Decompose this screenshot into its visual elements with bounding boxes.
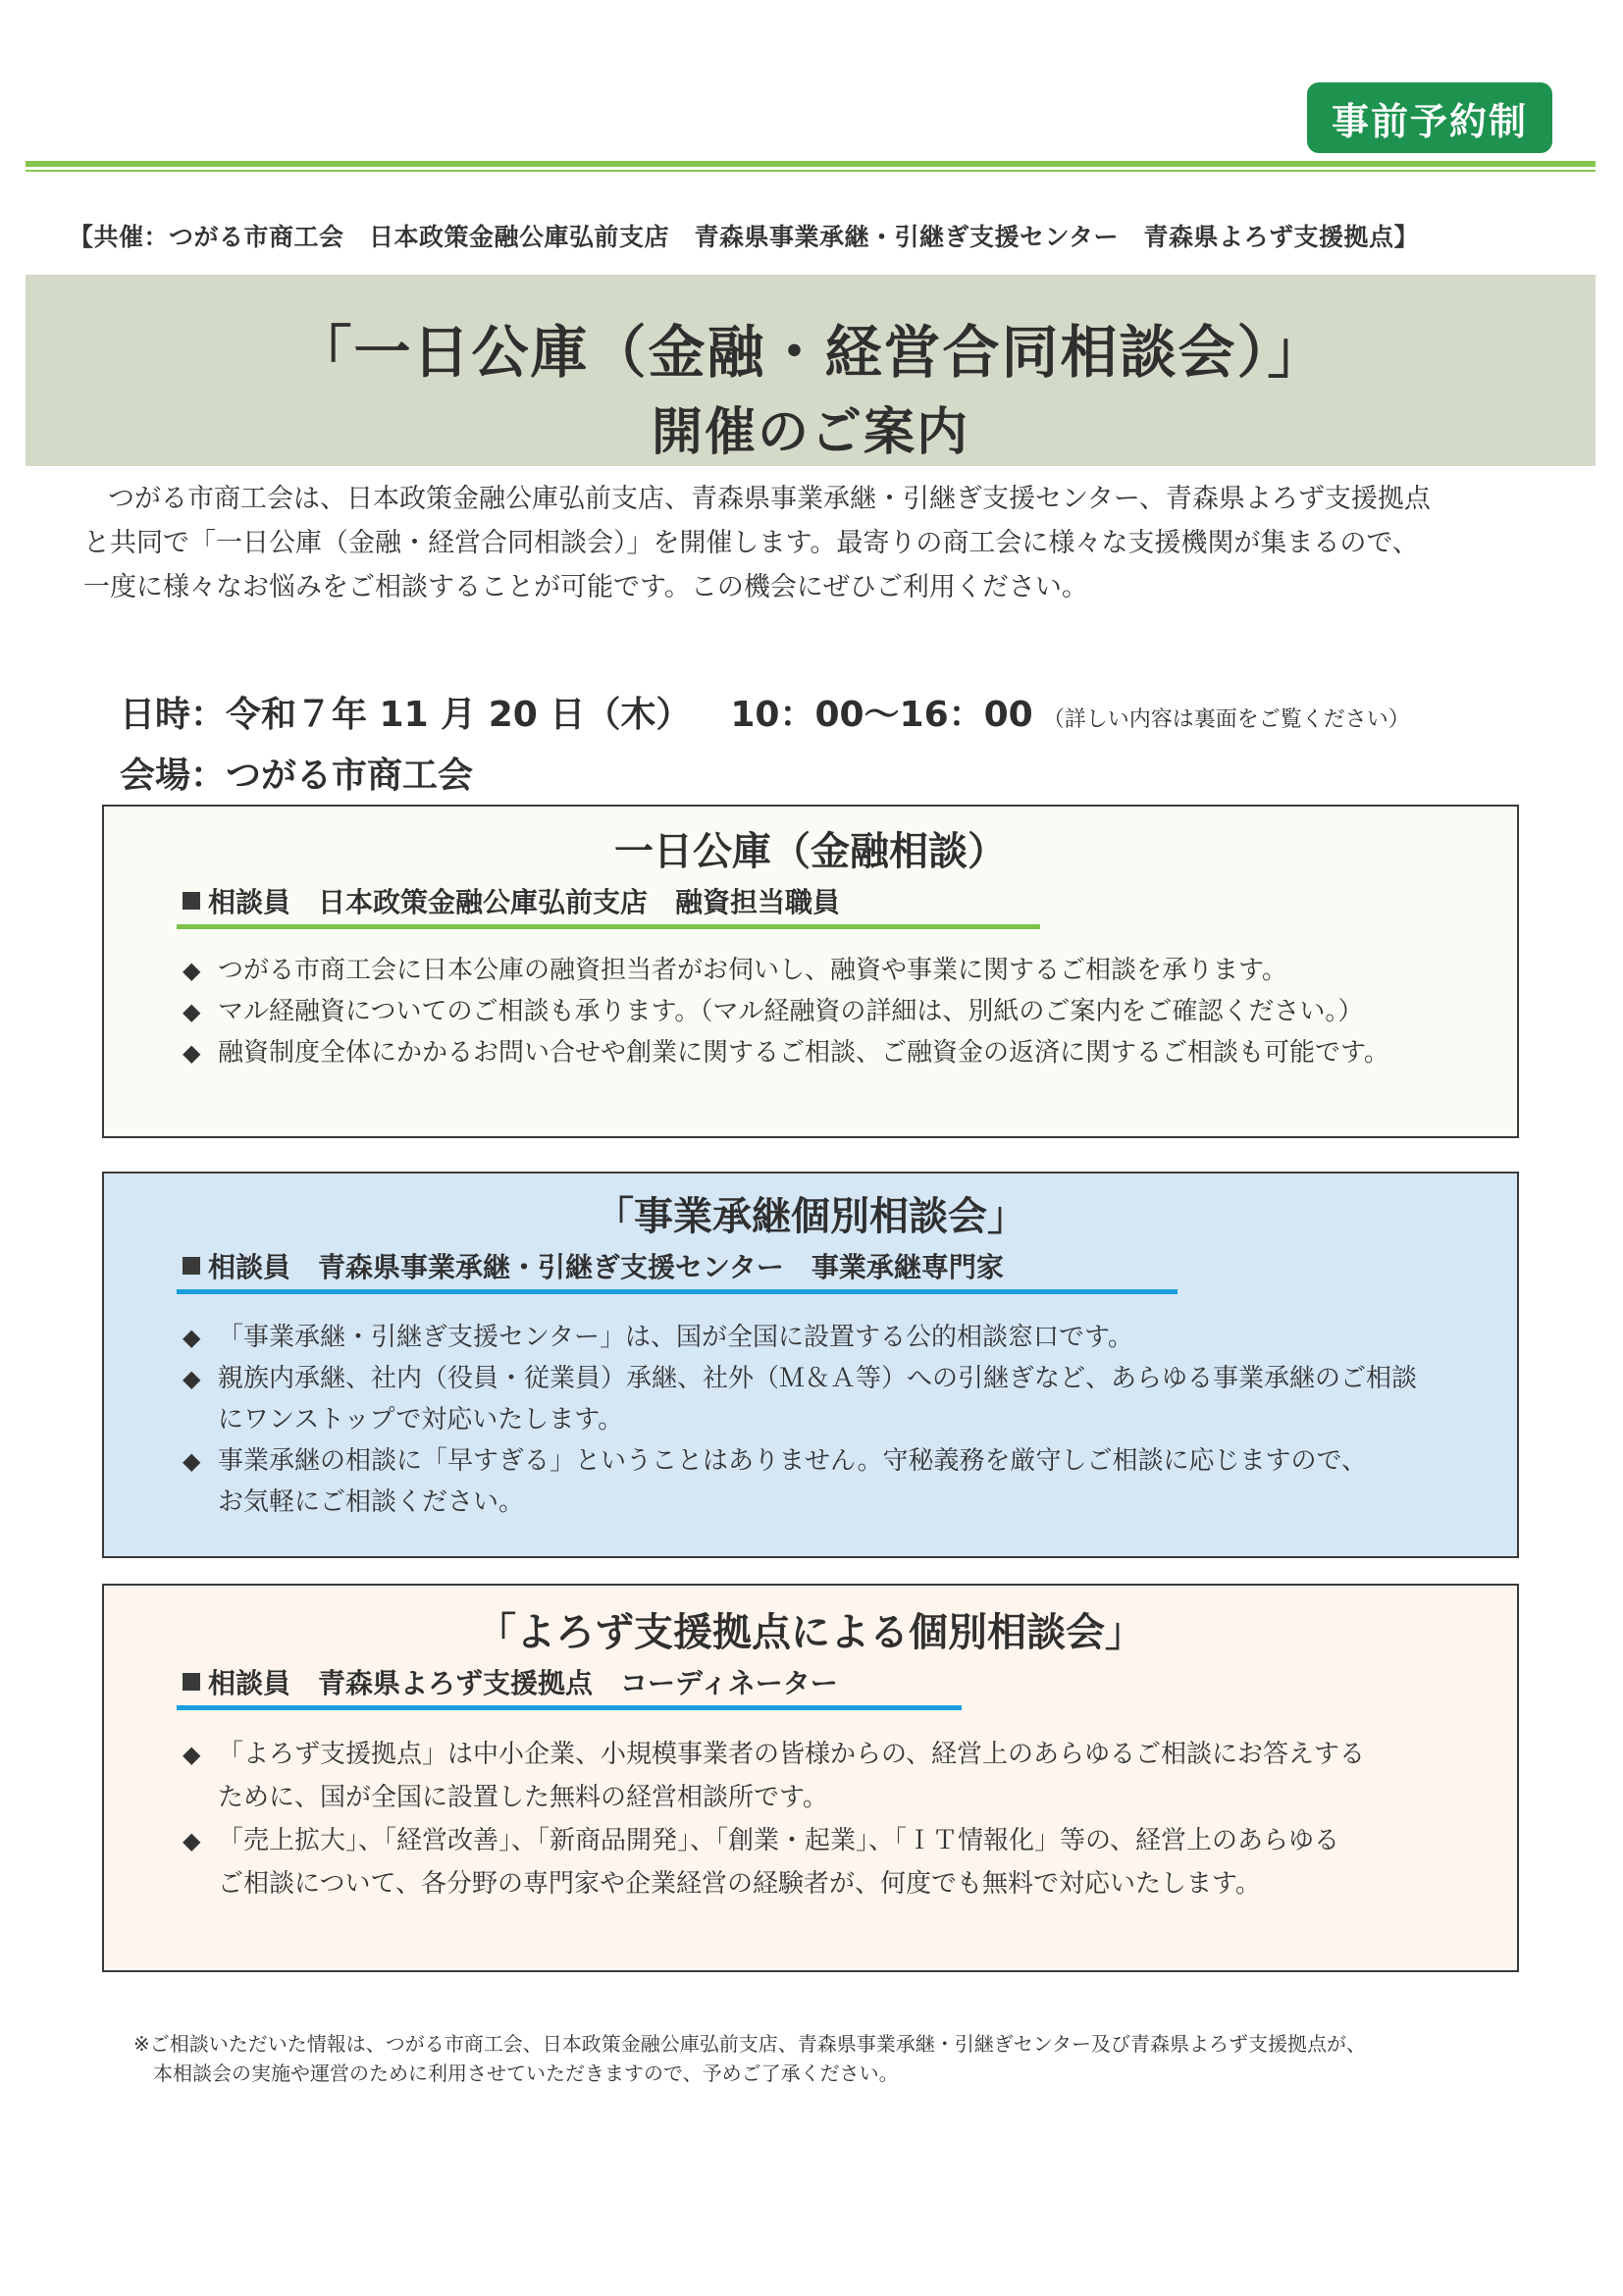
staff-underline: [177, 1705, 962, 1710]
bullet-list: [183, 950, 1488, 1073]
section-title: 「事業承継個別相談会」: [595, 1194, 1026, 1239]
diamond-bullet-icon: ◆: [183, 1827, 201, 1854]
bullet-list: [183, 1317, 1488, 1523]
header-rule-thick: [26, 161, 1596, 167]
intro-line: つがる市商工会は、日本政策金融公庫弘前支店、青森県事業承継・引継ぎ支援センター、青森県よろず支援拠点: [108, 484, 1431, 514]
footnote-line: ※ご相談いただいた情報は、つがる市商工会、日本政策金融公庫弘前支店、青森県事業承継・引継ぎセンター及び青森県よろず支援拠点が、: [133, 2032, 1366, 2056]
staff-underline: [177, 1289, 1178, 1294]
event-venue: 会場：つがる市商工会: [120, 756, 474, 796]
list-item: ◆ 親族内承継、社内（役員・従業員）承継、社外（Ｍ＆Ａ等）への引継ぎなど、あらゆる事業承継のご相談 にワンストップで対応いたします。: [183, 1358, 1488, 1440]
staff-underline: [177, 924, 1040, 929]
diamond-bullet-icon: ◆: [183, 1039, 201, 1067]
list-item: ◆ 融資制度全体にかかるお問い合せや創業に関するご相談、ご融資金の返済に関するご相談も可能です。: [183, 1032, 1488, 1073]
section-title: 一日公庫（金融相談）: [614, 829, 1007, 874]
staff-org: 日本政策金融公庫弘前支店: [318, 886, 649, 918]
list-item: ◆ 事業承継の相談に「早すぎる」ということはありません。守秘義務を厳守しご相談に応じますので、 お気軽にご相談ください。: [183, 1440, 1488, 1523]
page-title: 「一日公庫（金融・経営合同相談会）」: [294, 319, 1327, 386]
list-item: ◆ 「よろず支援拠点」は中小企業、小規模事業者の皆様からの、経営上のあらゆるご相談にお答えする ために、国が全国に設置した無料の経営相談所です。: [183, 1733, 1488, 1819]
diamond-bullet-icon: ◆: [183, 1741, 201, 1768]
diamond-bullet-icon: ◆: [183, 1447, 201, 1475]
staff-role: コーディネーター: [620, 1667, 838, 1699]
intro-line: と共同で「一日公庫（金融・経営合同相談会）」を開催します。最寄りの商工会に様々な支援機関が集まるので、: [83, 528, 1419, 558]
staff-org: 青森県事業承継・引継ぎ支援センター: [318, 1251, 784, 1283]
event-time-note: （詳しい内容は裏面をご覧ください）: [1042, 707, 1410, 732]
staff-label: 相談員: [208, 1667, 291, 1699]
advance-reservation-badge: 事前予約制: [1307, 82, 1552, 153]
staff-line: [183, 881, 840, 926]
bullet-list: [183, 1733, 1488, 1905]
intro-line: 一度に様々なお悩みをご相談することが可能です。この機会にぜひご利用ください。: [83, 572, 1088, 602]
section-title: 「よろず支援拠点による個別相談会」: [477, 1610, 1144, 1655]
staff-line: [183, 1662, 838, 1707]
list-item: ◆ マル経融資についてのご相談も承ります。（マル経融資の詳細は、別紙のご案内をご確認ください。）: [183, 991, 1488, 1032]
staff-role: 融資担当職員: [675, 886, 841, 918]
section-yorozu-support: [102, 1584, 1519, 1972]
privacy-footnote: [133, 2029, 1366, 2088]
diamond-bullet-icon: ◆: [183, 998, 201, 1025]
event-datetime: [120, 687, 1410, 737]
staff-label: 相談員: [208, 886, 291, 918]
staff-role: 事業承継専門家: [811, 1251, 1004, 1283]
event-date: 日時：令和７年 11 月 20 日（木）: [120, 695, 692, 735]
square-icon: [183, 1257, 200, 1275]
section-business-succession: [102, 1172, 1519, 1558]
diamond-bullet-icon: ◆: [183, 1365, 201, 1392]
section-finance-consultation: [102, 805, 1519, 1138]
staff-line: [183, 1246, 1004, 1291]
page-subtitle: 開催のご案内: [651, 403, 969, 462]
footnote-line: 本相談会の実施や運営のために利用させていただきますので、予めご了承ください。: [153, 2061, 899, 2085]
square-icon: [183, 1673, 200, 1691]
list-item: ◆ 「売上拡大」、「経営改善」、「新商品開発」、「創業・起業」、「ＩＴ情報化」等の、経営上のあらゆる ご相談について、各分野の専門家や企業経営の経験者が、何度でも無料で対応いたします。: [183, 1819, 1488, 1905]
diamond-bullet-icon: ◆: [183, 1324, 201, 1351]
staff-org: 青森県よろず支援拠点: [318, 1667, 594, 1699]
staff-label: 相談員: [208, 1251, 291, 1283]
event-time: 10：00〜16：00: [730, 695, 1033, 735]
cohosts-line: 【共催：つがる市商工会 日本政策金融公庫弘前支店 青森県事業承継・引継ぎ支援センター 青森県よろず支援拠点】: [69, 223, 1420, 251]
square-icon: [183, 892, 200, 910]
diamond-bullet-icon: ◆: [183, 957, 201, 984]
header-rule-thin: [26, 170, 1596, 172]
list-item: ◆ つがる市商工会に日本公庫の融資担当者がお伺いし、融資や事業に関するご相談を承ります。: [183, 950, 1488, 991]
intro-paragraph: [83, 477, 1555, 609]
list-item: ◆ 「事業承継・引継ぎ支援センター」は、国が全国に設置する公的相談窓口です。: [183, 1317, 1488, 1358]
